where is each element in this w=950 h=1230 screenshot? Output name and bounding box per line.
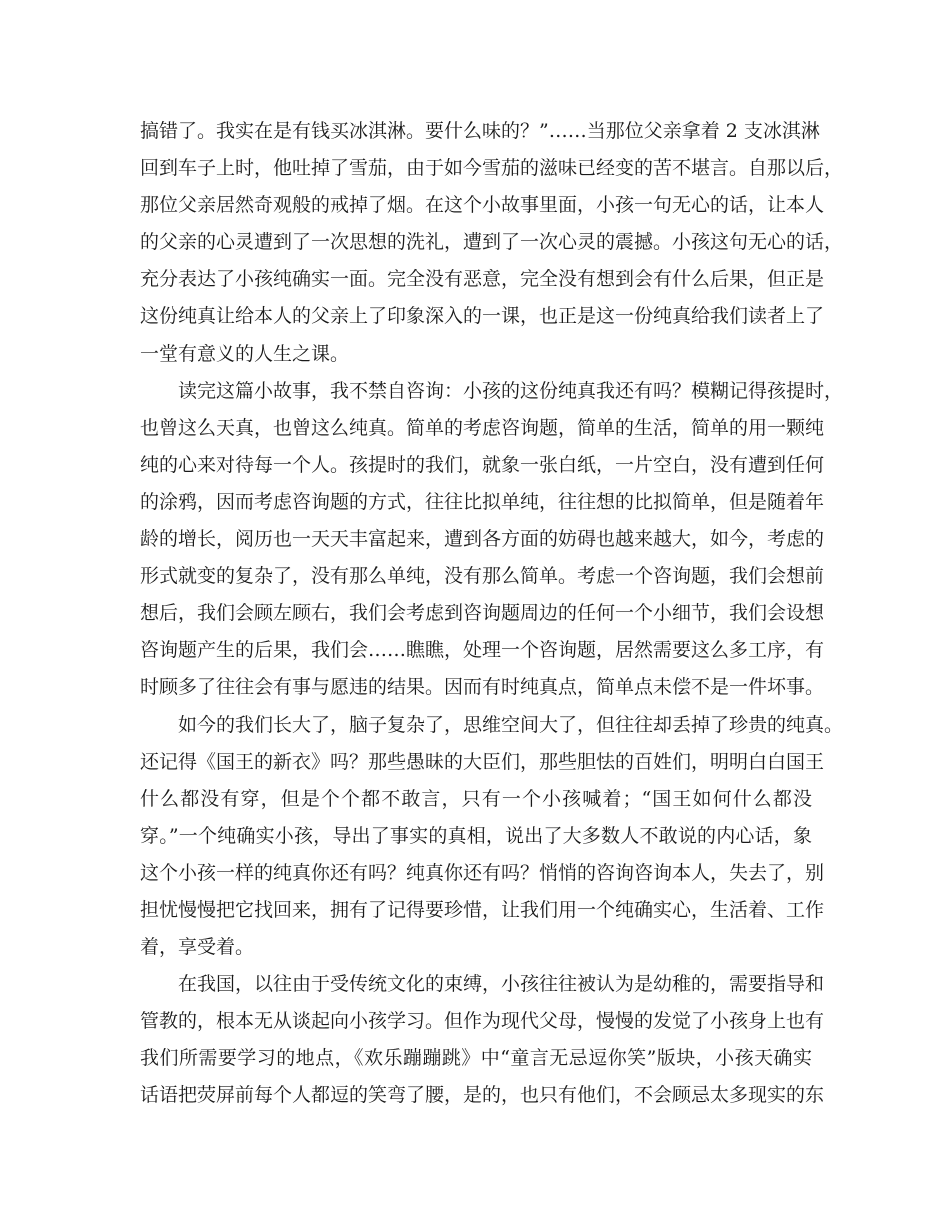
paragraph-first-line: 读完这篇小故事，我不禁自咨询：小孩的这份纯真我还有吗？模糊记得孩提时， — [178, 379, 844, 402]
text-line: 充分表达了小孩纯确实一面。完全没有恶意，完全没有想到会有什么后果，但正是 — [140, 268, 825, 291]
text-line: 还记得《国王的新衣》吗？那些愚昧的大臣们，那些胆怯的百姓们，明明白白国王 — [140, 750, 825, 773]
text-line: 我们所需要学习的地点，《欢乐蹦蹦跳》中“童言无忌逗你笑”版块，小孩天确实 — [140, 1047, 812, 1070]
text-line: 想后，我们会顾左顾右，我们会考虑到咨询题周边的任何一个小细节，我们会设想 — [140, 602, 825, 625]
text-line: 时顾多了往往会有事与愿违的结果。因而有时纯真点，简单点未偿不是一件坏事。 — [140, 676, 825, 699]
text-line: 穿。”一个纯确实小孩，导出了事实的真相，说出了大多数人不敢说的内心话，象 — [140, 824, 812, 847]
text-line: 搞错了。我实在是有钱买冰淇淋。要什么味的？”……当那位父亲拿着 2 支冰淇淋 — [140, 120, 820, 142]
text-line: 这个小孩一样的纯真你还有吗？纯真你还有吗？悄悄的咨询咨询本人，失去了，别 — [140, 861, 825, 884]
text-line: 咨询题产生的后果，我们会……瞧瞧，处理一个咨询题，居然需要这么多工序，有 — [140, 639, 825, 662]
text-line: 话语把荧屏前每个人都逗的笑弯了腰，是的，也只有他们，不会顾忌太多现实的东 — [140, 1084, 825, 1107]
text-line: 龄的增长，阅历也一天天丰富起来，遭到各方面的妨碍也越来越大，如今，考虑的 — [140, 528, 825, 551]
text-line: 形式就变的复杂了，没有那么单纯，没有那么简单。考虑一个咨询题，我们会想前 — [140, 565, 825, 588]
text-line: 那位父亲居然奇观般的戒掉了烟。在这个小故事里面，小孩一句无心的话，让本人 — [140, 194, 825, 217]
document-body — [140, 113, 844, 1115]
text-line: 纯的心来对待每一个人。孩提时的我们，就象一张白纸，一片空白，没有遭到任何 — [140, 453, 825, 476]
paragraph-first-line: 如今的我们长大了，脑子复杂了，思维空间大了，但往往却丢掉了珍贵的纯真。 — [178, 713, 844, 736]
text-line: 着，享受着。 — [140, 936, 255, 959]
text-line: 一堂有意义的人生之课。 — [140, 342, 350, 365]
text-line: 这份纯真让给本人的父亲上了印象深入的一课，也正是这一份纯真给我们读者上了 — [140, 305, 825, 328]
text-line: 什么都没有穿，但是个个都不敢言，只有一个小孩喊着；“国王如何什么都没 — [140, 787, 812, 810]
text-line: 回到车子上时，他吐掉了雪茄，由于如今雪茄的滋味已经变的苦不堪言。自那以后， — [140, 157, 844, 180]
text-line: 管教的，根本无从谈起向小孩学习。但作为现代父母，慢慢的发觉了小孩身上也有 — [140, 1010, 825, 1033]
text-line: 的涂鸦，因而考虑咨询题的方式，往往比拟单纯，往往想的比拟简单，但是随着年 — [140, 490, 825, 513]
text-line: 担忧慢慢把它找回来，拥有了记得要珍惜，让我们用一个纯确实心，生活着、工作 — [140, 898, 825, 921]
text-line: 的父亲的心灵遭到了一次思想的洗礼，遭到了一次心灵的震撼。小孩这句无心的话， — [140, 231, 844, 254]
text-line: 也曾这么天真，也曾这么纯真。简单的考虑咨询题，简单的生活，简单的用一颗纯 — [140, 416, 825, 439]
paragraph-first-line: 在我国，以往由于受传统文化的束缚，小孩往往被认为是幼稚的，需要指导和 — [178, 973, 825, 996]
